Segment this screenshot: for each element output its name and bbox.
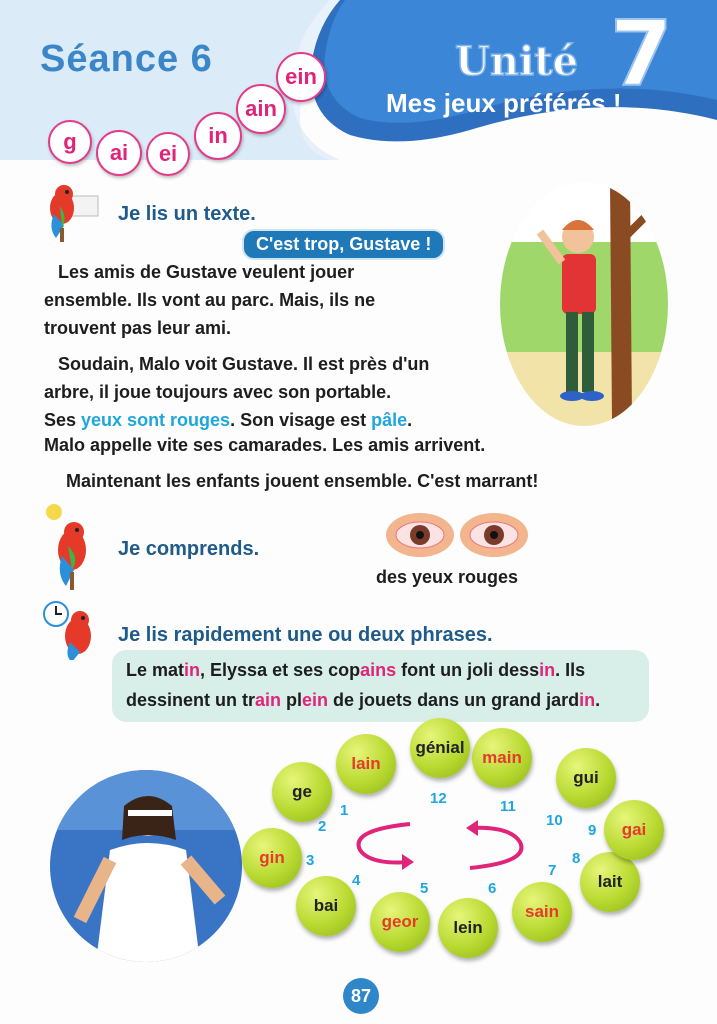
unit-subtitle: Mes jeux préférés ! — [386, 88, 622, 118]
tennis-ball-9 — [556, 748, 616, 808]
story-paragraph-3: Maintenant les enfants jouent ensemble. C'est marrant! — [66, 471, 539, 491]
text-span: . Son visage est — [230, 410, 372, 430]
tennis-ball-word: lein — [453, 918, 483, 937]
sound-highlight: ain — [255, 690, 282, 710]
text-span: Ses — [44, 410, 82, 430]
clock-number-1: 1 — [340, 802, 349, 819]
text-span: dessinent un tr — [126, 690, 256, 710]
tennis-ball-11 — [410, 718, 470, 778]
sound-highlight: ains — [360, 660, 397, 680]
tennis-ball-10 — [472, 728, 532, 788]
tennis-ball-word: gai — [621, 820, 647, 839]
text-span: Le mat — [126, 660, 185, 680]
tennis-ball-word: génial — [415, 738, 465, 757]
clock-number-2: 2 — [318, 818, 327, 835]
clock-number-11: 11 — [500, 798, 516, 815]
clock-number-6: 6 — [488, 880, 497, 897]
unit-label: Unité — [455, 38, 579, 85]
text-span: . Ils — [555, 660, 586, 680]
parrot-clock-icon — [42, 600, 102, 660]
tennis-ball-4 — [370, 892, 430, 952]
text-span: pl — [281, 690, 303, 710]
sound-bubble-in: in — [194, 112, 242, 160]
clock-number-4: 4 — [352, 872, 361, 889]
text-span: de jouets dans un grand jard — [328, 690, 580, 710]
story-paragraph-1-line-2: ensemble. Ils vont au parc. Mais, ils ne — [44, 290, 376, 310]
rotation-arrows — [340, 810, 540, 880]
section-title-quick-reading: Je lis rapidement une ou deux phrases. — [118, 624, 493, 646]
story-paragraph-2-line-3 — [44, 406, 412, 434]
eyes-caption: des yeux rouges — [376, 567, 519, 587]
red-eyes-illustration — [384, 510, 530, 560]
clock-number-7: 7 — [548, 862, 557, 879]
highlight-red-eyes: yeux sont rouges — [81, 410, 231, 430]
tennis-ball-12 — [336, 734, 396, 794]
section-title-reading: Je lis un texte. — [118, 203, 256, 225]
clock-number-3: 3 — [306, 852, 315, 869]
tennis-player-photo — [50, 770, 242, 962]
tennis-ball-8 — [604, 800, 664, 860]
tennis-ball-word: gin — [259, 848, 285, 867]
story-paragraph-2-line-2: arbre, il joue toujours avec son portable. — [44, 382, 392, 402]
story-paragraph-1-line-1: Les amis de Gustave veulent jouer — [58, 262, 355, 282]
boy-under-tree-illustration — [500, 182, 668, 426]
sound-bubble-ein: ein — [276, 52, 326, 102]
sound-highlight: in — [579, 690, 596, 710]
tennis-ball-word: lain — [351, 754, 381, 773]
clock-number-9: 9 — [588, 822, 597, 839]
tennis-ball-word: gui — [573, 768, 599, 787]
tennis-ball-word: bai — [313, 896, 339, 915]
sound-highlight: ein — [302, 690, 329, 710]
clock-number-10: 10 — [546, 812, 563, 829]
unit-number: 7 — [610, 2, 673, 107]
sound-highlight: in — [539, 660, 556, 680]
tennis-ball-2 — [242, 828, 302, 888]
sound-bubble-ain: ain — [236, 84, 286, 134]
text-span: , Elyssa et ses cop — [200, 660, 361, 680]
quick-reading-line-1 — [126, 656, 585, 684]
seance-title: Séance 6 — [40, 38, 213, 80]
sound-bubble-g: g — [48, 120, 92, 164]
sound-highlight: in — [184, 660, 201, 680]
story-paragraph-2-line-4: Malo appelle vite ses camarades. Les amis arrivent. — [44, 435, 486, 455]
tennis-ball-5 — [438, 898, 498, 958]
tennis-ball-word: geor — [381, 912, 419, 931]
quick-reading-line-2 — [126, 686, 600, 714]
tennis-ball-7 — [580, 852, 640, 912]
parrot-lightbulb-icon — [42, 500, 98, 592]
highlight-pale: pâle — [371, 410, 408, 430]
story-title: C'est trop, Gustave ! — [242, 229, 445, 260]
tennis-ball-word: lait — [597, 872, 623, 891]
sound-bubble-ai: ai — [96, 130, 142, 176]
tennis-ball-3 — [296, 876, 356, 936]
tennis-ball-6 — [512, 882, 572, 942]
tennis-ball-word: main — [482, 748, 522, 767]
text-span: font un joli dess — [396, 660, 540, 680]
text-span: . — [407, 410, 413, 430]
parrot-icon — [40, 178, 100, 242]
clock-number-5: 5 — [420, 880, 429, 897]
tennis-ball-word: ge — [292, 782, 312, 801]
text-span: . — [595, 690, 601, 710]
clock-number-12: 12 — [430, 790, 447, 807]
story-paragraph-1-line-3: trouvent pas leur ami. — [44, 318, 232, 338]
clock-number-8: 8 — [572, 850, 581, 867]
story-paragraph-2-line-1: Soudain, Malo voit Gustave. Il est près d'un — [58, 354, 430, 374]
tennis-ball-word: sain — [524, 902, 560, 921]
tennis-ball-1 — [272, 762, 332, 822]
section-title-comprehension: Je comprends. — [118, 538, 260, 560]
page-number: 87 — [343, 978, 379, 1014]
sound-bubble-ei: ei — [146, 132, 190, 176]
